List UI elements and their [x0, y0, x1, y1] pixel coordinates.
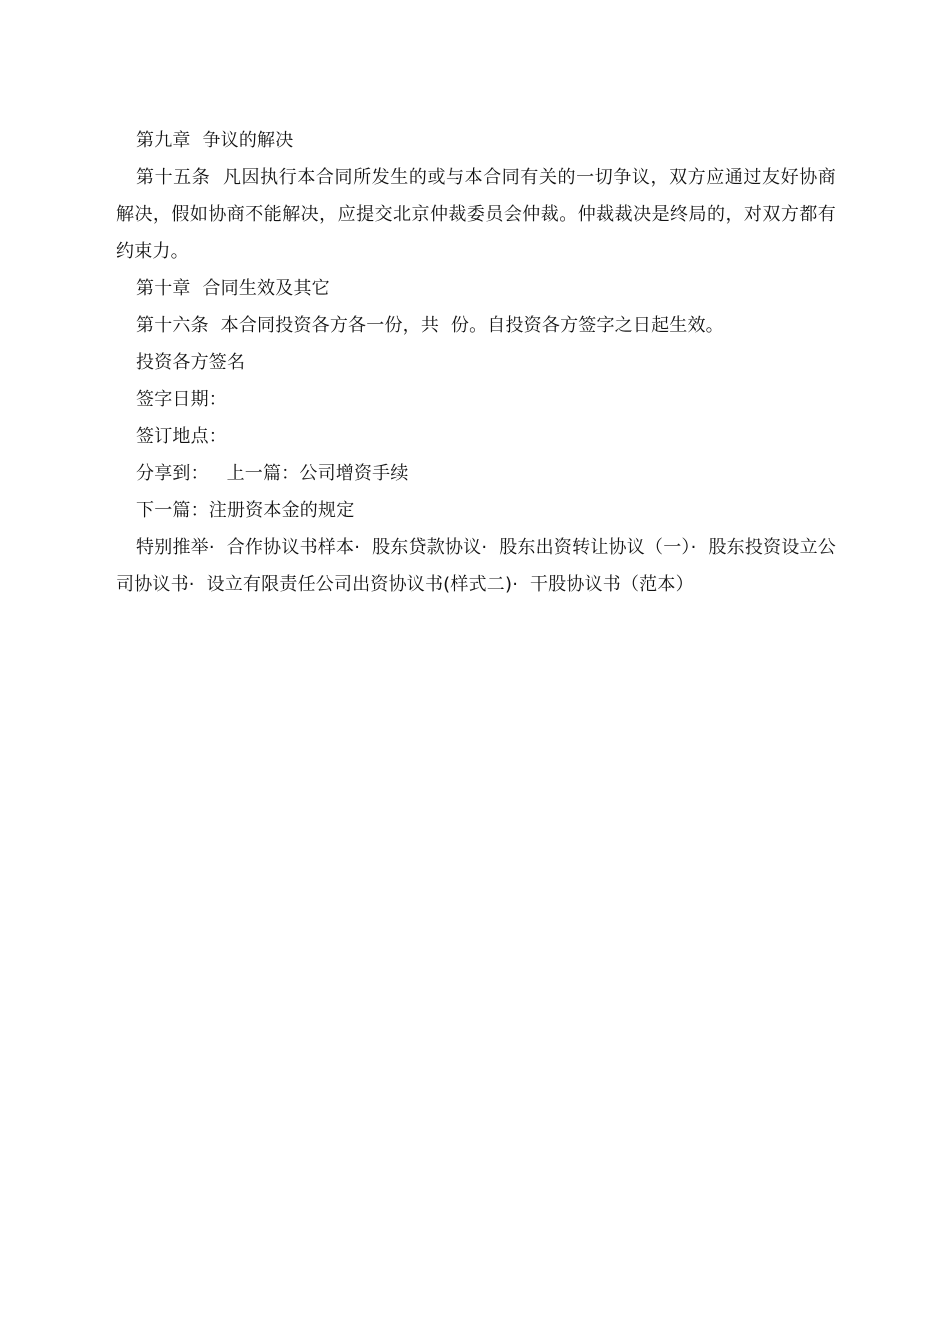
- signature-label: 投资各方签名: [136, 352, 246, 373]
- signing-place-label: 签订地点：: [136, 426, 227, 447]
- article-16-text: 第十六条 本合同投资各方各一份，共 份。自投资各方签字之日起生效。: [136, 315, 724, 336]
- share-previous-link[interactable]: 分享到： 上一篇：公司增资手续: [136, 463, 409, 484]
- chapter-9-heading: 第九章 争议的解决: [136, 130, 294, 151]
- document-body: [116, 122, 836, 603]
- article-15-text: 第十五条 凡因执行本合同所发生的或与本合同有关的一切争议，双方应通过友好协商解决，假如协商不能解决，应提交北京仲裁委员会仲裁。仲裁裁决是终局的，对双方都有约束力。: [116, 167, 836, 262]
- signing-date-label: 签字日期：: [136, 389, 227, 410]
- recommended-links[interactable]: 特别推举· 合作协议书样本· 股东贷款协议· 股东出资转让协议（一）· 股东投资设立公司协议书· 设立有限责任公司出资协议书(样式二)· 干股协议书（范本）: [116, 537, 836, 595]
- chapter-10-heading: 第十章 合同生效及其它: [136, 278, 330, 299]
- next-article-link[interactable]: 下一篇：注册资本金的规定: [136, 500, 355, 521]
